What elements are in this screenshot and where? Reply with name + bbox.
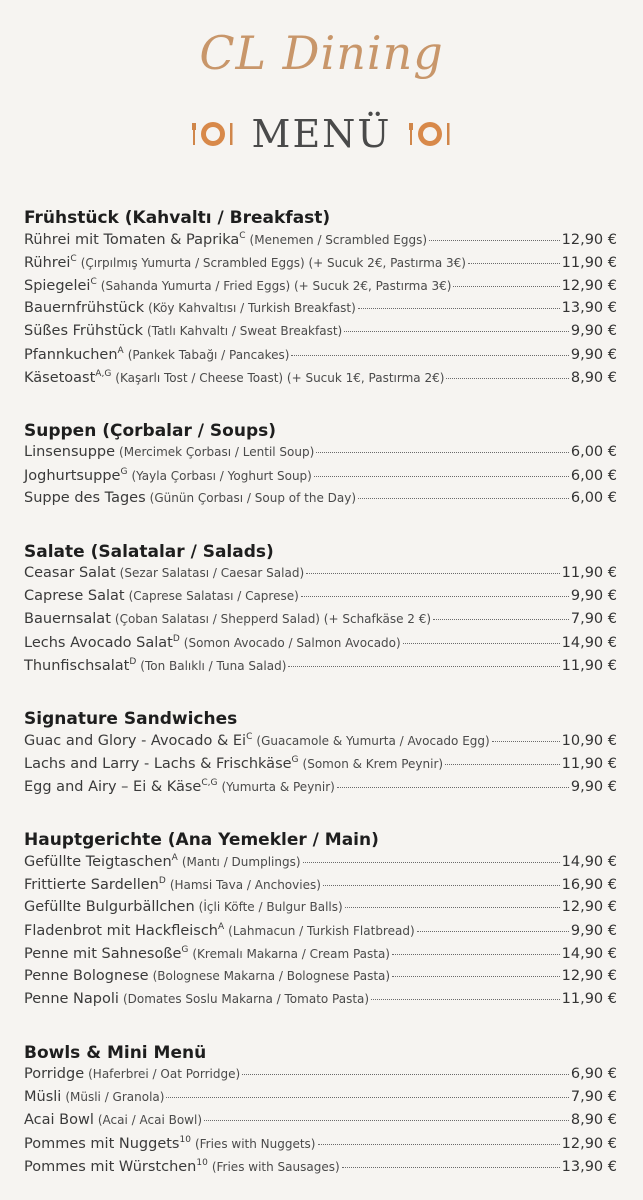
item-description: (Günün Çorbası / Soup of the Day)	[149, 491, 357, 505]
menu-section	[24, 419, 617, 513]
item-name-text: Bauernsalat	[24, 611, 111, 627]
dot-leader	[301, 596, 569, 597]
item-name	[24, 922, 224, 939]
section-title: Frühstück (Kahvaltı / Breakfast)	[24, 208, 331, 228]
item-description: (Kaşarlı Tost / Cheese Toast) (+ Sucuk 1€, Pastırma 2€)	[115, 370, 445, 385]
item-name	[24, 490, 146, 506]
item-name	[24, 1112, 94, 1128]
dot-leader	[371, 999, 560, 1000]
item-name-text: Egg and Airy – Ei & Käse	[24, 778, 202, 795]
allergen-code: G	[291, 755, 299, 765]
item-price: 9,90 €	[570, 323, 617, 339]
item-price: 11,90 €	[561, 254, 617, 271]
menu-item	[24, 1089, 617, 1112]
item-price: 13,90 €	[561, 300, 617, 316]
menu-item	[24, 300, 617, 323]
item-name-text: Ceasar Salat	[24, 565, 116, 581]
menu-section	[24, 828, 617, 1014]
item-description: (Tatlı Kahvaltı / Sweat Breakfast)	[147, 324, 343, 338]
dot-leader	[392, 954, 560, 955]
allergen-code: 10	[196, 1158, 208, 1168]
menu-item	[24, 991, 617, 1014]
item-name-text: Süßes Frühstück	[24, 323, 144, 339]
dot-leader	[358, 498, 569, 499]
item-description: (Kremalı Makarna / Cream Pasta)	[192, 946, 390, 961]
section-title: Salate (Salatalar / Salads)	[24, 542, 274, 562]
dot-leader	[318, 1144, 560, 1145]
item-description: (İçli Köfte / Bulgur Balls)	[198, 900, 343, 914]
dot-leader	[303, 862, 560, 863]
item-price: 9,90 €	[570, 346, 617, 363]
item-description: (Çoban Salatası / Shepperd Salad) (+ Schafkäse 2 €)	[114, 612, 432, 626]
item-description: (Somon Avocado / Salmon Avocado)	[183, 635, 401, 650]
menu-section	[24, 1041, 617, 1181]
menu-item	[24, 1066, 617, 1089]
menu-section	[24, 540, 617, 680]
allergen-code: C	[90, 277, 97, 287]
item-description: (Mantı / Dumplings)	[181, 854, 301, 869]
allergen-code: A,G	[95, 369, 112, 379]
dot-leader	[345, 907, 560, 908]
menu-section	[24, 707, 617, 801]
item-price: 11,90 €	[561, 565, 617, 581]
menu-title-row	[0, 112, 643, 156]
dot-leader	[358, 308, 560, 309]
item-name-text: Penne mit Sahnesoße	[24, 945, 182, 962]
item-name	[24, 323, 143, 339]
dot-leader	[445, 764, 560, 765]
plate-cutlery-icon	[192, 119, 234, 149]
item-name	[24, 611, 111, 627]
item-name-text: Suppe des Tages	[24, 490, 146, 506]
dot-leader	[453, 286, 559, 287]
item-name	[24, 588, 125, 604]
item-description: (Bolognese Makarna / Bolognese Pasta)	[152, 969, 391, 983]
item-name	[24, 369, 111, 386]
allergen-code: C	[70, 254, 77, 264]
item-name	[24, 853, 178, 870]
item-price: 7,90 €	[570, 1089, 617, 1105]
dot-leader	[291, 355, 568, 356]
allergen-code: D	[129, 657, 137, 667]
item-price: 14,90 €	[561, 853, 617, 870]
item-name-text: Gefüllte Bulgurbällchen	[24, 899, 195, 915]
menu-item	[24, 1158, 617, 1181]
menu-item	[24, 277, 617, 300]
item-price: 10,90 €	[561, 732, 617, 749]
item-price: 6,90 €	[570, 1066, 617, 1082]
dot-leader	[342, 1167, 560, 1168]
item-price: 11,90 €	[561, 755, 617, 772]
item-description: (Pankek Tabağı / Pancakes)	[127, 347, 290, 362]
dot-leader	[316, 452, 569, 453]
item-description: (Fries with Nuggets)	[194, 1136, 316, 1151]
item-description: (Somon & Krem Peynir)	[302, 756, 444, 771]
brand-title: CL Dining	[199, 26, 444, 80]
item-name-text: Fladenbrot mit Hackfleisch	[24, 922, 218, 939]
menu-item	[24, 778, 617, 801]
item-name-text: Rührei	[24, 254, 71, 271]
allergen-code: C	[239, 231, 246, 241]
menu-item	[24, 755, 617, 778]
item-name	[24, 1158, 208, 1175]
item-description: (Hamsi Tava / Anchovies)	[169, 877, 321, 892]
dot-leader	[306, 573, 560, 574]
dot-leader	[429, 240, 560, 241]
item-name	[24, 778, 217, 795]
item-name	[24, 732, 252, 749]
item-name	[24, 346, 124, 363]
menu-item	[24, 853, 617, 876]
plate-cutlery-icon	[409, 119, 451, 149]
item-name-text: Gefüllte Teigtaschen	[24, 853, 172, 870]
item-name	[24, 254, 77, 271]
item-name	[24, 1135, 191, 1152]
menu-item	[24, 467, 617, 490]
item-description: (Yayla Çorbası / Yoghurt Soup)	[131, 468, 312, 483]
menu-item	[24, 634, 617, 657]
item-price: 6,00 €	[570, 444, 617, 460]
dot-leader	[403, 643, 560, 644]
dot-leader	[323, 885, 560, 886]
dot-leader	[337, 787, 569, 788]
item-name	[24, 945, 188, 962]
menu-section	[24, 206, 617, 392]
item-name	[24, 968, 149, 984]
item-name-text: Bauernfrühstück	[24, 300, 145, 316]
section-title: Signature Sandwiches	[24, 709, 238, 729]
item-name	[24, 634, 180, 651]
item-description: (Guacamole & Yumurta / Avocado Egg)	[256, 733, 490, 748]
menu-item	[24, 588, 617, 611]
item-name	[24, 444, 115, 460]
menu-item	[24, 876, 617, 899]
item-price: 12,90 €	[561, 899, 617, 915]
item-name-text: Penne Napoli	[24, 991, 119, 1007]
menu-item	[24, 231, 617, 254]
item-description: (Ton Balıklı / Tuna Salad)	[140, 658, 287, 673]
item-description: (Yumurta & Peynir)	[221, 779, 335, 794]
allergen-code: A	[171, 853, 178, 863]
menu-item	[24, 346, 617, 369]
item-price: 9,90 €	[570, 778, 617, 795]
item-name	[24, 876, 166, 893]
dot-leader	[446, 378, 568, 379]
allergen-code: G	[181, 945, 189, 955]
item-description: (Müsli / Granola)	[65, 1090, 165, 1104]
item-name	[24, 1089, 61, 1105]
dot-leader	[433, 619, 569, 620]
menu-item	[24, 899, 617, 922]
dot-leader	[344, 331, 569, 332]
item-description: (Mercimek Çorbası / Lentil Soup)	[119, 445, 315, 459]
item-description: (Çırpılmış Yumurta / Scrambled Eggs) (+ Sucuk 2€, Pastırma 3€)	[80, 255, 466, 270]
item-description: (Acai / Acai Bowl)	[97, 1113, 203, 1127]
dot-leader	[242, 1074, 569, 1075]
item-description: (Haferbrei / Oat Porridge)	[88, 1067, 241, 1081]
item-name-text: Guac and Glory - Avocado & Ei	[24, 732, 247, 749]
item-price: 9,90 €	[570, 588, 617, 604]
item-description: (Sezar Salatası / Caesar Salad)	[119, 566, 305, 580]
item-name	[24, 300, 144, 316]
item-name	[24, 231, 246, 248]
item-name-text: Spiegelei	[24, 277, 91, 294]
item-name	[24, 991, 119, 1007]
menu-title: MENÜ	[251, 112, 392, 156]
item-name-text: Acai Bowl	[24, 1112, 94, 1128]
menu-item	[24, 732, 617, 755]
menu-item	[24, 657, 617, 680]
menu-item	[24, 968, 617, 991]
item-price: 6,00 €	[570, 467, 617, 484]
item-name	[24, 1066, 84, 1082]
item-name-text: Pfannkuchen	[24, 346, 118, 363]
item-name-text: Pommes mit Würstchen	[24, 1158, 197, 1175]
item-price: 12,90 €	[561, 231, 617, 248]
menu-header	[0, 0, 643, 200]
item-price: 16,90 €	[561, 876, 617, 893]
allergen-code: G	[120, 467, 128, 477]
dot-leader	[166, 1097, 568, 1098]
allergen-code: C	[246, 732, 253, 742]
dot-leader	[288, 666, 559, 667]
item-price: 12,90 €	[561, 1135, 617, 1152]
item-name-text: Penne Bolognese	[24, 968, 149, 984]
item-description: (Lahmacun / Turkish Flatbread)	[228, 923, 415, 938]
item-name	[24, 565, 116, 581]
item-name-text: Frittierte Sardellen	[24, 876, 159, 893]
item-description: (Menemen / Scrambled Eggs)	[249, 232, 428, 247]
menu-item	[24, 254, 617, 277]
item-price: 8,90 €	[570, 1112, 617, 1128]
item-name-text: Porridge	[24, 1066, 85, 1082]
menu-content	[24, 206, 617, 1200]
item-price: 6,00 €	[570, 490, 617, 506]
item-price: 12,90 €	[561, 968, 617, 984]
item-name	[24, 657, 136, 674]
item-name-text: Pommes mit Nuggets	[24, 1135, 180, 1152]
dot-leader	[314, 476, 569, 477]
section-title: Suppen (Çorbalar / Soups)	[24, 421, 276, 441]
item-price: 8,90 €	[570, 369, 617, 386]
allergen-code: A	[218, 922, 225, 932]
allergen-code: 10	[179, 1135, 191, 1145]
section-title: Bowls & Mini Menü	[24, 1043, 207, 1063]
item-name	[24, 467, 127, 484]
item-price: 11,90 €	[561, 991, 617, 1007]
allergen-code: A	[117, 346, 124, 356]
item-name-text: Caprese Salat	[24, 588, 125, 604]
item-price: 14,90 €	[561, 634, 617, 651]
item-price: 9,90 €	[570, 922, 617, 939]
item-price: 14,90 €	[561, 945, 617, 962]
menu-item	[24, 369, 617, 392]
item-name-text: Käsetoast	[24, 369, 96, 386]
item-description: (Köy Kahvaltısı / Turkish Breakfast)	[148, 301, 356, 315]
item-name	[24, 755, 299, 772]
item-name-text: Linsensuppe	[24, 444, 116, 460]
item-name-text: Müsli	[24, 1089, 62, 1105]
menu-item	[24, 945, 617, 968]
item-name	[24, 277, 97, 294]
dot-leader	[392, 976, 560, 977]
item-price: 11,90 €	[561, 657, 617, 674]
item-name-text: Rührei mit Tomaten & Paprika	[24, 231, 240, 248]
item-price: 13,90 €	[561, 1158, 617, 1175]
item-description: (Sahanda Yumurta / Fried Eggs) (+ Sucuk 2€, Pastırma 3€)	[100, 278, 452, 293]
item-description: (Fries with Sausages)	[211, 1159, 340, 1174]
dot-leader	[417, 931, 569, 932]
allergen-code: C,G	[201, 778, 218, 788]
item-description: (Domates Soslu Makarna / Tomato Pasta)	[122, 992, 370, 1006]
item-price: 12,90 €	[561, 277, 617, 294]
section-title: Hauptgerichte (Ana Yemekler / Main)	[24, 830, 379, 850]
menu-item	[24, 490, 617, 513]
item-name-text: Lechs Avocado Salat	[24, 634, 173, 651]
menu-item	[24, 922, 617, 945]
allergen-code: D	[158, 876, 166, 886]
item-name-text: Lachs and Larry - Lachs & Frischkäse	[24, 755, 292, 772]
item-price: 7,90 €	[570, 611, 617, 627]
menu-item	[24, 565, 617, 588]
menu-item	[24, 611, 617, 634]
dot-leader	[204, 1120, 569, 1121]
item-description: (Caprese Salatası / Caprese)	[128, 589, 299, 603]
menu-item	[24, 1135, 617, 1158]
menu-item	[24, 323, 617, 346]
dot-leader	[468, 263, 560, 264]
menu-item	[24, 444, 617, 467]
item-name	[24, 899, 195, 915]
allergen-code: D	[172, 634, 180, 644]
item-name-text: Thunfischsalat	[24, 657, 130, 674]
item-name-text: Joghurtsuppe	[24, 467, 121, 484]
dot-leader	[492, 741, 560, 742]
menu-item	[24, 1112, 617, 1135]
